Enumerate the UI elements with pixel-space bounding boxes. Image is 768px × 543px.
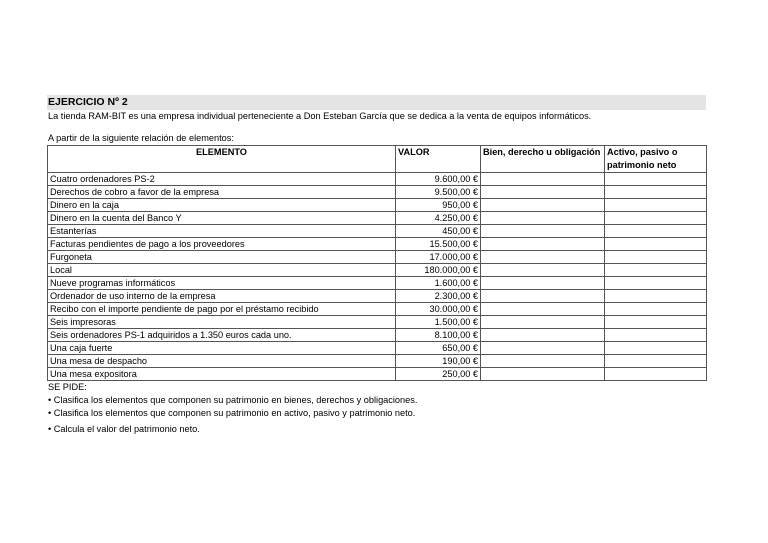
table-row <box>48 290 707 303</box>
elemento-cell: Facturas pendientes de pago a los proveedores <box>48 238 396 251</box>
table-row <box>48 173 707 186</box>
table-row <box>48 212 707 225</box>
exercise-title: EJERCICIO Nº 2 <box>47 95 706 110</box>
bien-derecho-cell[interactable] <box>481 329 605 342</box>
activo-pasivo-cell[interactable] <box>605 316 707 329</box>
bien-derecho-cell[interactable] <box>481 316 605 329</box>
table-row <box>48 368 707 381</box>
elemento-cell: Ordenador de uso interno de la empresa <box>48 290 396 303</box>
valor-cell: 2.300,00 € <box>396 290 481 303</box>
elemento-cell: Estanterías <box>48 225 396 238</box>
exercise-sheet <box>47 95 706 436</box>
valor-cell: 9.600,00 € <box>396 173 481 186</box>
table-row <box>48 238 707 251</box>
activo-pasivo-cell[interactable] <box>605 251 707 264</box>
table-row <box>48 316 707 329</box>
task-item: • Clasifica los elementos que componen su patrimonio en bienes, derechos y obligaciones. <box>48 395 418 405</box>
elemento-cell: Dinero en la caja <box>48 199 396 212</box>
tasks-section <box>47 381 706 436</box>
bien-derecho-cell[interactable] <box>481 212 605 225</box>
valor-cell: 17.000,00 € <box>396 251 481 264</box>
valor-cell: 190,00 € <box>396 355 481 368</box>
bien-derecho-cell[interactable] <box>481 238 605 251</box>
activo-pasivo-cell[interactable] <box>605 290 707 303</box>
elemento-cell: Una caja fuerte <box>48 342 396 355</box>
elemento-cell: Furgoneta <box>48 251 396 264</box>
table-row <box>48 225 707 238</box>
bien-derecho-cell[interactable] <box>481 355 605 368</box>
bien-derecho-cell[interactable] <box>481 173 605 186</box>
bien-derecho-cell[interactable] <box>481 277 605 290</box>
elemento-cell: Local <box>48 264 396 277</box>
header-valor: VALOR <box>396 146 481 173</box>
table-row <box>48 355 707 368</box>
valor-cell: 30.000,00 € <box>396 303 481 316</box>
elemento-cell: Dinero en la cuenta del Banco Y <box>48 212 396 225</box>
bien-derecho-cell[interactable] <box>481 368 605 381</box>
table-row <box>48 199 707 212</box>
activo-pasivo-cell[interactable] <box>605 277 707 290</box>
table-header-row <box>48 146 707 173</box>
table-row <box>48 251 707 264</box>
valor-cell: 1.500,00 € <box>396 316 481 329</box>
elemento-cell: Una mesa de despacho <box>48 355 396 368</box>
activo-pasivo-cell[interactable] <box>605 303 707 316</box>
bien-derecho-cell[interactable] <box>481 303 605 316</box>
valor-cell: 950,00 € <box>396 199 481 212</box>
bien-derecho-cell[interactable] <box>481 290 605 303</box>
elements-table <box>47 145 707 381</box>
activo-pasivo-cell[interactable] <box>605 238 707 251</box>
elemento-cell: Nueve programas informáticos <box>48 277 396 290</box>
elemento-cell: Derechos de cobro a favor de la empresa <box>48 186 396 199</box>
valor-cell: 4.250,00 € <box>396 212 481 225</box>
table-row <box>48 264 707 277</box>
activo-pasivo-cell[interactable] <box>605 225 707 238</box>
header-bien-derecho: Bien, derecho u obligación <box>481 146 605 173</box>
elemento-cell: Seis impresoras <box>48 316 396 329</box>
activo-pasivo-cell[interactable] <box>605 186 707 199</box>
valor-cell: 650,00 € <box>396 342 481 355</box>
valor-cell: 15.500,00 € <box>396 238 481 251</box>
elemento-cell: Cuatro ordenadores PS-2 <box>48 173 396 186</box>
bien-derecho-cell[interactable] <box>481 225 605 238</box>
exercise-lead: A partir de la siguiente relación de elementos: <box>48 133 234 143</box>
valor-cell: 9.500,00 € <box>396 186 481 199</box>
activo-pasivo-cell[interactable] <box>605 173 707 186</box>
task-item: • Clasifica los elementos que componen su patrimonio en activo, pasivo y patrimonio neto. <box>48 408 416 418</box>
bien-derecho-cell[interactable] <box>481 342 605 355</box>
bien-derecho-cell[interactable] <box>481 199 605 212</box>
activo-pasivo-cell[interactable] <box>605 329 707 342</box>
table-body <box>48 173 707 381</box>
valor-cell: 250,00 € <box>396 368 481 381</box>
elemento-cell: Una mesa expositora <box>48 368 396 381</box>
table-row <box>48 277 707 290</box>
table-row <box>48 186 707 199</box>
activo-pasivo-cell[interactable] <box>605 368 707 381</box>
elemento-cell: Seis ordenadores PS-1 adquiridos a 1.350 euros cada uno. <box>48 329 396 342</box>
header-elemento: ELEMENTO <box>48 146 396 173</box>
activo-pasivo-cell[interactable] <box>605 199 707 212</box>
bien-derecho-cell[interactable] <box>481 251 605 264</box>
elemento-cell: Recibo con el importe pendiente de pago por el préstamo recibido <box>48 303 396 316</box>
valor-cell: 180.000,00 € <box>396 264 481 277</box>
activo-pasivo-cell[interactable] <box>605 342 707 355</box>
valor-cell: 8.100,00 € <box>396 329 481 342</box>
tasks-heading: SE PIDE: <box>48 382 87 392</box>
table-row <box>48 329 707 342</box>
task-item: • Calcula el valor del patrimonio neto. <box>48 424 200 434</box>
exercise-intro: La tienda RAM-BIT es una empresa individual perteneciente a Don Esteban García que se dedica a la venta de equipos informáticos. <box>48 111 592 121</box>
activo-pasivo-cell[interactable] <box>605 212 707 225</box>
valor-cell: 450,00 € <box>396 225 481 238</box>
table-row <box>48 342 707 355</box>
bien-derecho-cell[interactable] <box>481 264 605 277</box>
bien-derecho-cell[interactable] <box>481 186 605 199</box>
header-activo-pasivo: Activo, pasivo o patrimonio neto <box>605 146 707 173</box>
spacer <box>47 123 706 132</box>
activo-pasivo-cell[interactable] <box>605 264 707 277</box>
valor-cell: 1.600,00 € <box>396 277 481 290</box>
table-row <box>48 303 707 316</box>
activo-pasivo-cell[interactable] <box>605 355 707 368</box>
